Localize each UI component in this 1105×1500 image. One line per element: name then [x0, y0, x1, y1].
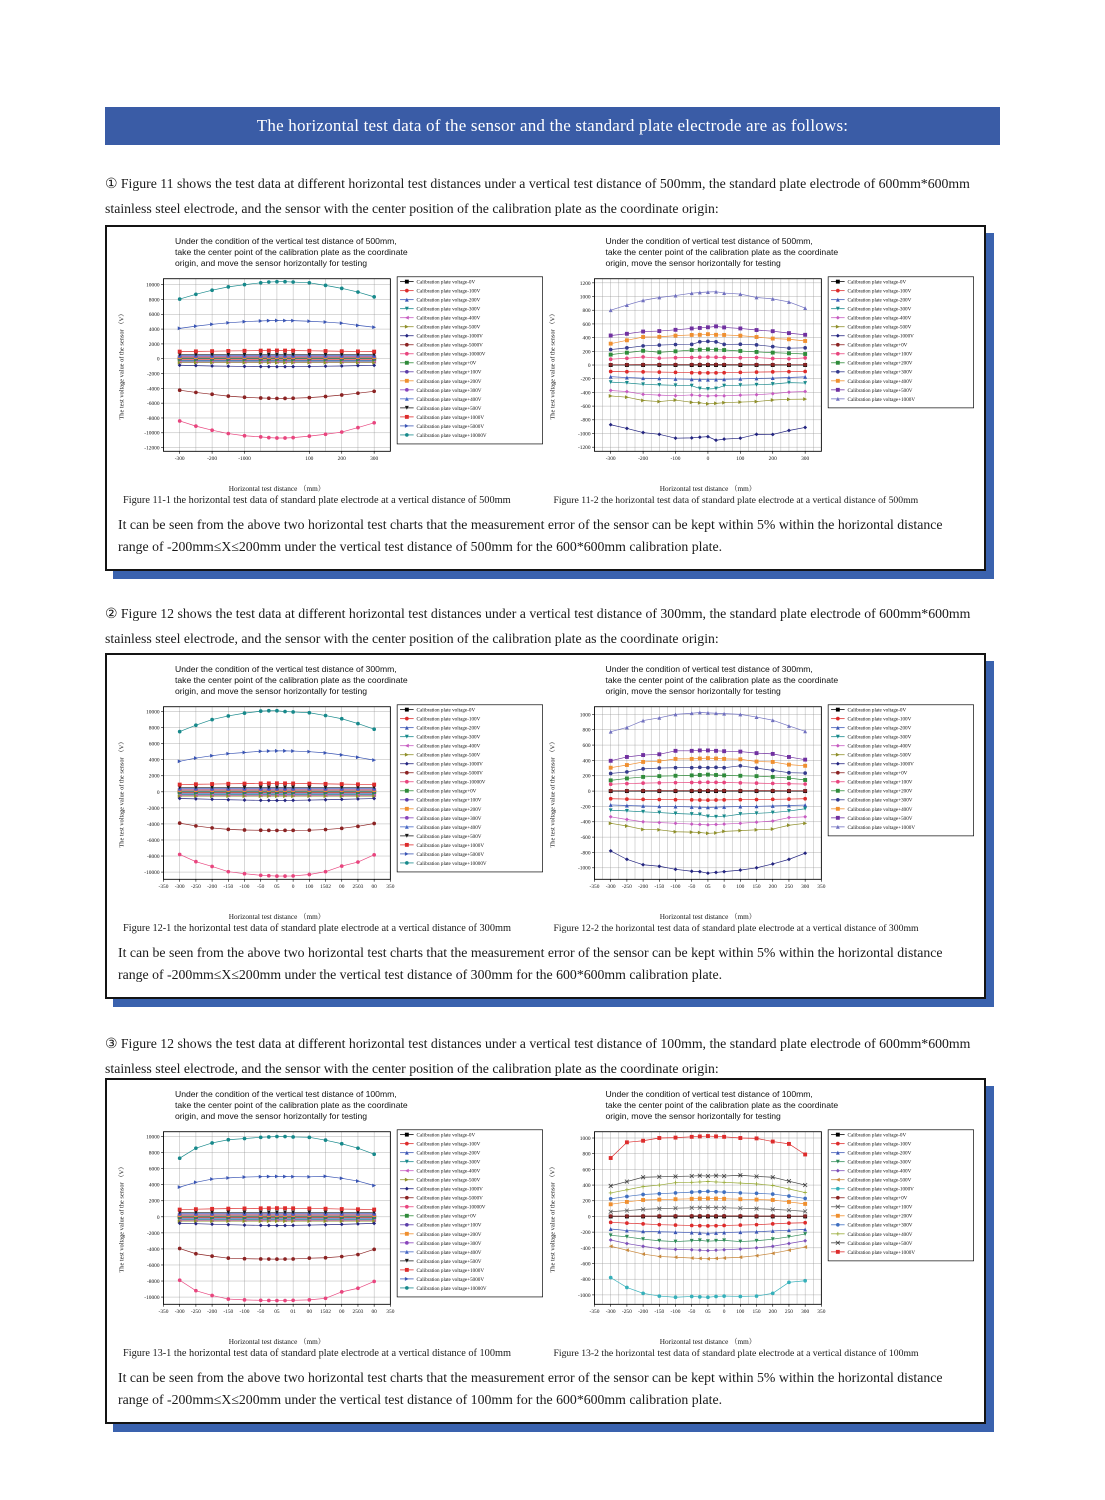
figure-13-section [105, 1078, 986, 1424]
svg-text:200: 200 [768, 883, 777, 890]
svg-text:Calibration plate voltage+200V: Calibration plate voltage+200V [416, 378, 482, 385]
svg-text:400: 400 [581, 335, 591, 342]
svg-text:200: 200 [768, 1308, 777, 1315]
svg-text:Calibration plate voltage+400V: Calibration plate voltage+400V [416, 396, 482, 403]
svg-text:Calibration plate voltage-5000: Calibration plate voltage-5000V [416, 770, 483, 777]
svg-text:0: 0 [156, 789, 160, 796]
svg-text:Calibration plate voltage+200V: Calibration plate voltage+200V [847, 1213, 912, 1220]
svg-text:Calibration plate voltage+300V: Calibration plate voltage+300V [416, 1240, 482, 1247]
svg-text:Calibration plate voltage-200V: Calibration plate voltage-200V [416, 297, 481, 304]
svg-text:8000: 8000 [148, 1150, 160, 1157]
svg-text:600: 600 [581, 1166, 591, 1173]
chart-canvas-12-2 [546, 698, 977, 921]
svg-text:Calibration plate voltage+1000: Calibration plate voltage+1000V [847, 1249, 915, 1256]
svg-text:-200: -200 [207, 1308, 218, 1315]
chart-caption-11-1: Figure 11-1 the horizontal test data of standard plate electrode at a vertical distance of 500mm [123, 494, 511, 506]
svg-text:-10000: -10000 [144, 869, 160, 876]
svg-text:Calibration plate voltage-500V: Calibration plate voltage-500V [847, 752, 911, 759]
svg-text:10000: 10000 [146, 708, 160, 715]
svg-text:400: 400 [581, 1182, 591, 1189]
svg-text:Calibration plate voltage-100V: Calibration plate voltage-100V [416, 1141, 481, 1148]
svg-text:Calibration plate voltage-100V: Calibration plate voltage-100V [847, 716, 911, 723]
chart-canvas-13-2 [546, 1123, 977, 1346]
svg-text:Calibration plate voltage-200V: Calibration plate voltage-200V [416, 725, 481, 732]
svg-text:-150: -150 [653, 1308, 664, 1315]
svg-text:300: 300 [800, 883, 809, 890]
svg-text:Calibration plate voltage+400V: Calibration plate voltage+400V [847, 378, 912, 385]
svg-text:-300: -300 [605, 455, 616, 462]
svg-text:Calibration plate voltage+1000: Calibration plate voltage+1000V [416, 414, 485, 421]
svg-text:-100: -100 [239, 883, 250, 890]
section-1-intro: ① Figure 11 shows the test data at different horizontal test distances under a vertical test distance of 500mm, the standard plate electrode of 600mm*600mm stainless steel electrode, and the sensor with the center position of the calibration plate as the coordinate origin: [105, 175, 970, 216]
svg-text:-2000: -2000 [146, 805, 160, 812]
svg-text:8000: 8000 [148, 296, 160, 303]
svg-text:Calibration plate voltage+0V: Calibration plate voltage+0V [847, 770, 907, 777]
svg-text:The test voltage value of the: The test voltage value of the sensor （V） [118, 309, 126, 420]
svg-text:-2000: -2000 [146, 1230, 160, 1237]
svg-text:Calibration plate voltage+300V: Calibration plate voltage+300V [847, 369, 912, 376]
svg-text:0: 0 [156, 356, 160, 363]
svg-text:Calibration plate voltage-5000: Calibration plate voltage-5000V [416, 1195, 483, 1202]
svg-text:05: 05 [704, 883, 711, 890]
svg-text:-200: -200 [580, 376, 591, 383]
svg-text:Calibration plate voltage+100V: Calibration plate voltage+100V [416, 1222, 482, 1229]
svg-text:Horizontal test distance （mm）: Horizontal test distance （mm） [228, 484, 326, 493]
svg-text:-50: -50 [257, 1308, 265, 1315]
svg-text:800: 800 [581, 1151, 591, 1158]
svg-text:-350: -350 [158, 883, 169, 890]
svg-text:-8000: -8000 [146, 1278, 160, 1285]
svg-text:100: 100 [305, 455, 314, 462]
svg-text:00: 00 [371, 883, 377, 890]
svg-text:-4000: -4000 [146, 1246, 160, 1253]
svg-text:Horizontal test distance （mm）: Horizontal test distance （mm） [659, 484, 756, 493]
svg-text:Calibration plate voltage+500V: Calibration plate voltage+500V [847, 387, 912, 394]
svg-text:Calibration plate voltage-300V: Calibration plate voltage-300V [416, 1159, 481, 1166]
figure-12-section [105, 653, 986, 999]
svg-text:Calibration plate voltage-500V: Calibration plate voltage-500V [847, 324, 911, 331]
svg-text:Calibration plate voltage+400V: Calibration plate voltage+400V [847, 806, 912, 813]
chart-canvas [546, 1123, 977, 1346]
svg-text:Calibration plate voltage-100V: Calibration plate voltage-100V [847, 288, 911, 295]
svg-text:Calibration plate voltage-300V: Calibration plate voltage-300V [416, 306, 481, 313]
svg-text:Calibration plate voltage-1000: Calibration plate voltage-1000V [416, 1186, 483, 1193]
svg-text:200: 200 [337, 455, 346, 462]
svg-text:-6000: -6000 [146, 400, 160, 407]
svg-text:Calibration plate voltage-0V: Calibration plate voltage-0V [416, 279, 476, 286]
svg-text:Calibration plate voltage-300V: Calibration plate voltage-300V [847, 734, 911, 741]
svg-text:1502: 1502 [320, 883, 331, 890]
svg-text:Calibration plate voltage-500V: Calibration plate voltage-500V [847, 1177, 911, 1184]
svg-text:100: 100 [305, 883, 314, 890]
svg-text:-800: -800 [580, 1276, 591, 1283]
svg-text:0: 0 [587, 1213, 591, 1220]
svg-text:Calibration plate voltage-400V: Calibration plate voltage-400V [416, 315, 481, 322]
figure-11-1 [115, 233, 546, 506]
svg-text:Calibration plate voltage-300V: Calibration plate voltage-300V [847, 1159, 911, 1166]
svg-text:-350: -350 [589, 883, 599, 890]
svg-text:05: 05 [704, 1308, 711, 1315]
svg-text:Calibration plate voltage-500V: Calibration plate voltage-500V [416, 324, 481, 331]
chart-title-12-1: Under the condition of the vertical test distance of 300mm, take the center point of the calibration plate as the coordinate origin, and move the sensor horizontally for testing [175, 664, 408, 697]
svg-text:800: 800 [581, 307, 591, 314]
svg-text:800: 800 [581, 727, 591, 734]
chart-caption-12-2: Figure 12-2 the horizontal test data of standard plate electrode at a vertical distance of 300mm [553, 922, 919, 934]
svg-text:-800: -800 [580, 849, 591, 856]
svg-text:-12000: -12000 [144, 445, 160, 452]
svg-text:Calibration plate voltage+200V: Calibration plate voltage+200V [847, 360, 912, 367]
svg-text:-200: -200 [207, 883, 218, 890]
svg-text:Calibration plate voltage-300V: Calibration plate voltage-300V [847, 306, 911, 313]
svg-text:05: 05 [274, 883, 280, 890]
svg-text:100: 100 [735, 883, 744, 890]
svg-text:-100: -100 [670, 455, 680, 462]
svg-text:The test voltage value of the: The test voltage value of the sensor （V） [549, 1162, 557, 1273]
svg-text:2503: 2503 [352, 1308, 364, 1315]
svg-text:250: 250 [784, 883, 793, 890]
svg-text:0: 0 [156, 1214, 160, 1221]
figure-12-2 [546, 661, 977, 934]
svg-text:Calibration plate voltage+400V: Calibration plate voltage+400V [416, 824, 482, 831]
svg-text:Calibration plate voltage-400V: Calibration plate voltage-400V [847, 1168, 911, 1175]
svg-text:Calibration plate voltage+1000: Calibration plate voltage+1000V [847, 824, 915, 831]
chart-canvas [115, 1123, 546, 1346]
svg-text:-6000: -6000 [146, 837, 160, 844]
svg-text:-250: -250 [190, 1308, 201, 1315]
svg-text:Calibration plate voltage+100V: Calibration plate voltage+100V [847, 779, 912, 786]
svg-text:-300: -300 [174, 883, 185, 890]
svg-text:350: 350 [816, 883, 825, 890]
section-3-intro: ③ Figure 12 shows the test data at different horizontal test distances under a vertical test distance of 100mm, the standard plate electrode of 600mm*600mm stainless steel electrode, and the sensor with the center position of the calibration plate as the coordinate origin: [105, 1035, 971, 1076]
svg-text:05: 05 [274, 1308, 280, 1315]
svg-text:1000: 1000 [579, 293, 591, 300]
svg-text:4000: 4000 [148, 326, 160, 333]
section-2-conclusion: It can be seen from the above two horizontal test charts that the measurement error of the sensor can be kept within 5% within the horizontal distance range of -200mm≤X≤200mm under the vertical test distance of 300mm for the 600*600mm calibration plate. [118, 944, 943, 983]
svg-text:350: 350 [386, 883, 395, 890]
chart-canvas [546, 698, 977, 921]
svg-text:Calibration plate voltage-1000: Calibration plate voltage-10000V [416, 1204, 486, 1211]
chart-caption-13-2: Figure 13-2 the horizontal test data of standard plate electrode at a vertical distance of 100mm [553, 1347, 919, 1359]
chart-canvas [115, 698, 546, 921]
svg-text:Calibration plate voltage+100V: Calibration plate voltage+100V [416, 369, 482, 376]
svg-text:-150: -150 [653, 883, 664, 890]
svg-text:Calibration plate voltage+300V: Calibration plate voltage+300V [847, 797, 912, 804]
svg-text:Calibration plate voltage-200V: Calibration plate voltage-200V [847, 297, 911, 304]
svg-text:-250: -250 [621, 883, 632, 890]
svg-text:Calibration plate voltage-100V: Calibration plate voltage-100V [847, 1141, 911, 1148]
svg-text:600: 600 [581, 742, 591, 749]
svg-text:Calibration plate voltage+5000: Calibration plate voltage+5000V [416, 1276, 485, 1283]
svg-text:Calibration plate voltage-100V: Calibration plate voltage-100V [416, 288, 481, 295]
svg-text:-400: -400 [580, 819, 591, 826]
svg-text:-250: -250 [621, 1308, 632, 1315]
svg-text:-200: -200 [207, 455, 218, 462]
svg-text:Calibration plate voltage+1000: Calibration plate voltage+10000V [416, 860, 487, 867]
svg-text:Calibration plate voltage+400V: Calibration plate voltage+400V [416, 1249, 482, 1256]
svg-text:-10000: -10000 [144, 1294, 160, 1301]
svg-text:6000: 6000 [148, 741, 160, 748]
svg-text:Calibration plate voltage-0V: Calibration plate voltage-0V [416, 707, 476, 714]
svg-text:Calibration plate voltage-1000: Calibration plate voltage-1000V [847, 761, 914, 768]
chart-canvas-11-2 [546, 270, 977, 493]
svg-text:250: 250 [784, 1308, 793, 1315]
figure-11-2 [546, 233, 977, 506]
svg-text:Calibration plate voltage-400V: Calibration plate voltage-400V [847, 743, 911, 750]
svg-text:00: 00 [339, 883, 345, 890]
svg-text:Calibration plate voltage-500V: Calibration plate voltage-500V [416, 1177, 481, 1184]
svg-text:Calibration plate voltage-0V: Calibration plate voltage-0V [847, 1132, 906, 1139]
svg-text:0: 0 [722, 1308, 725, 1315]
svg-text:-300: -300 [605, 883, 616, 890]
svg-text:4000: 4000 [148, 757, 160, 764]
svg-text:-150: -150 [223, 1308, 234, 1315]
svg-text:-150: -150 [223, 883, 234, 890]
svg-text:Calibration plate voltage-100V: Calibration plate voltage-100V [416, 716, 481, 723]
svg-text:-50: -50 [687, 883, 695, 890]
svg-text:300: 300 [800, 455, 809, 462]
svg-text:Calibration plate voltage-1000: Calibration plate voltage-1000V [847, 333, 914, 340]
svg-text:-50: -50 [257, 883, 265, 890]
chart-title-13-1: Under the condition of the vertical test distance of 100mm, take the center point of the calibration plate as the coordinate origin, and move the sensor horizontally for testing [175, 1089, 408, 1122]
svg-text:Calibration plate voltage-1000: Calibration plate voltage-1000V [847, 1186, 914, 1193]
chart-canvas-13-1 [115, 1123, 546, 1346]
chart-title-11-2: Under the condition of vertical test distance of 500mm, take the center point of the calibration plate as the coordinate origin, move the sensor horizontally for testing [605, 236, 839, 269]
svg-text:-600: -600 [580, 1260, 591, 1267]
svg-text:-300: -300 [174, 1308, 185, 1315]
svg-text:-600: -600 [580, 403, 591, 410]
svg-text:00: 00 [371, 1308, 377, 1315]
svg-text:600: 600 [581, 321, 591, 328]
svg-text:400: 400 [581, 757, 591, 764]
svg-text:-200: -200 [637, 1308, 648, 1315]
chart-canvas-12-1 [115, 698, 546, 921]
svg-text:Calibration plate voltage+100V: Calibration plate voltage+100V [847, 351, 912, 358]
svg-text:-200: -200 [580, 803, 591, 810]
svg-text:Calibration plate voltage+1000: Calibration plate voltage+1000V [847, 396, 915, 403]
svg-text:350: 350 [386, 1308, 395, 1315]
svg-text:Calibration plate voltage-400V: Calibration plate voltage-400V [847, 315, 911, 322]
svg-text:-1000: -1000 [238, 455, 251, 462]
page-title-banner: The horizontal test data of the sensor and the standard plate electrode are as follows: [105, 107, 1000, 145]
svg-text:Calibration plate voltage-0V: Calibration plate voltage-0V [847, 707, 906, 714]
svg-text:-1200: -1200 [577, 444, 591, 451]
svg-text:Calibration plate voltage+300V: Calibration plate voltage+300V [847, 1222, 912, 1229]
svg-text:The test voltage value of the: The test voltage value of the sensor （V） [118, 737, 126, 848]
svg-text:2000: 2000 [148, 1198, 160, 1205]
svg-text:Calibration plate voltage-200V: Calibration plate voltage-200V [847, 1150, 911, 1157]
svg-text:Calibration plate voltage+300V: Calibration plate voltage+300V [416, 387, 482, 394]
svg-text:0: 0 [587, 788, 591, 795]
chart-canvas-11-1 [115, 270, 546, 493]
svg-text:Calibration plate voltage+0V: Calibration plate voltage+0V [847, 342, 907, 349]
svg-text:0: 0 [291, 883, 295, 890]
svg-text:Calibration plate voltage+500V: Calibration plate voltage+500V [416, 405, 482, 412]
svg-text:The test voltage value of the: The test voltage value of the sensor （V） [118, 1162, 126, 1273]
svg-text:Calibration plate voltage+0V: Calibration plate voltage+0V [416, 788, 477, 795]
svg-text:1200: 1200 [579, 280, 591, 287]
svg-text:-100: -100 [670, 1308, 680, 1315]
svg-text:Horizontal test distance （mm）: Horizontal test distance （mm） [228, 1337, 326, 1346]
svg-text:Calibration plate voltage+5000: Calibration plate voltage+5000V [416, 851, 485, 858]
svg-text:0: 0 [722, 883, 725, 890]
svg-text:Calibration plate voltage-1000: Calibration plate voltage-10000V [416, 351, 486, 358]
svg-text:-350: -350 [589, 1308, 599, 1315]
svg-text:-4000: -4000 [146, 821, 160, 828]
svg-text:10000: 10000 [146, 1133, 160, 1140]
svg-text:6000: 6000 [148, 311, 160, 318]
svg-text:350: 350 [816, 1308, 825, 1315]
svg-text:Calibration plate voltage+300V: Calibration plate voltage+300V [416, 815, 482, 822]
svg-text:Calibration plate voltage+500V: Calibration plate voltage+500V [416, 833, 482, 840]
chart-canvas [115, 270, 546, 493]
svg-text:00: 00 [306, 1308, 313, 1315]
svg-text:-400: -400 [580, 1245, 591, 1252]
svg-text:-8000: -8000 [146, 853, 160, 860]
svg-text:200: 200 [581, 1198, 591, 1205]
svg-text:0: 0 [706, 455, 709, 462]
svg-text:Calibration plate voltage-0V: Calibration plate voltage-0V [416, 1132, 476, 1139]
section-3-conclusion: It can be seen from the above two horizontal test charts that the measurement error of the sensor can be kept within 5% within the horizontal distance range of -200mm≤X≤200mm under the vertical test distance of 100mm for the 600*600mm calibration plate. [118, 1369, 943, 1408]
svg-text:2000: 2000 [148, 773, 160, 780]
svg-text:100: 100 [735, 455, 744, 462]
svg-text:-1000: -1000 [577, 865, 591, 872]
figure-11-section [105, 225, 986, 571]
svg-text:Calibration plate voltage+200V: Calibration plate voltage+200V [416, 1231, 482, 1238]
svg-text:Calibration plate voltage-200V: Calibration plate voltage-200V [847, 725, 911, 732]
svg-text:2503: 2503 [352, 883, 364, 890]
svg-text:00: 00 [339, 1308, 345, 1315]
svg-text:Calibration plate voltage+400V: Calibration plate voltage+400V [847, 1231, 912, 1238]
svg-text:-6000: -6000 [146, 1262, 160, 1269]
chart-title-12-2: Under the condition of vertical test distance of 300mm, take the center point of the calibration plate as the coordinate origin, move the sensor horizontally for testing [605, 664, 839, 697]
svg-text:300: 300 [370, 455, 379, 462]
svg-text:300: 300 [800, 1308, 809, 1315]
svg-text:0: 0 [587, 362, 591, 369]
svg-text:-100: -100 [670, 883, 680, 890]
figure-13-2 [546, 1086, 977, 1359]
svg-text:-200: -200 [637, 883, 648, 890]
svg-text:-250: -250 [190, 883, 201, 890]
svg-text:100: 100 [735, 1308, 744, 1315]
chart-canvas [546, 270, 977, 493]
svg-text:-200: -200 [580, 1229, 591, 1236]
svg-text:-200: -200 [637, 455, 648, 462]
svg-text:Calibration plate voltage+1000: Calibration plate voltage+1000V [416, 1267, 485, 1274]
svg-text:Calibration plate voltage+500V: Calibration plate voltage+500V [847, 1240, 912, 1247]
svg-text:200: 200 [581, 773, 591, 780]
svg-text:Calibration plate voltage+0V: Calibration plate voltage+0V [847, 1195, 907, 1202]
svg-text:-8000: -8000 [146, 415, 160, 422]
chart-title-11-1: Under the condition of the vertical test distance of 500mm, take the center point of the calibration plate as the coordinate origin, and move the sensor horizontally for testing [175, 236, 408, 269]
svg-text:Calibration plate voltage-5000: Calibration plate voltage-5000V [416, 342, 483, 349]
section-2-intro: ② Figure 12 shows the test data at different horizontal test distances under a vertical test distance of 300mm, the standard plate electrode of 600mm*600mm stainless steel electrode, and the sensor with the center position of the calibration plate as the coordinate origin: [105, 605, 971, 646]
svg-text:-2000: -2000 [146, 370, 160, 377]
svg-text:Calibration plate voltage-1000: Calibration plate voltage-1000V [416, 333, 483, 340]
svg-text:150: 150 [751, 883, 761, 890]
svg-text:Calibration plate voltage-1000: Calibration plate voltage-10000V [416, 779, 486, 786]
svg-text:-600: -600 [580, 834, 591, 841]
svg-text:-300: -300 [605, 1308, 616, 1315]
svg-text:-800: -800 [580, 417, 591, 424]
svg-text:Calibration plate voltage+100V: Calibration plate voltage+100V [847, 1204, 912, 1211]
svg-text:-350: -350 [158, 1308, 169, 1315]
svg-text:Calibration plate voltage-0V: Calibration plate voltage-0V [847, 279, 906, 286]
svg-text:2000: 2000 [148, 341, 160, 348]
svg-text:Calibration plate voltage-200V: Calibration plate voltage-200V [416, 1150, 481, 1157]
svg-text:Calibration plate voltage+5000: Calibration plate voltage+5000V [416, 423, 485, 430]
svg-text:Calibration plate voltage+1000: Calibration plate voltage+1000V [416, 842, 485, 849]
svg-text:The test voltage value of the: The test voltage value of the sensor （V） [549, 309, 557, 420]
svg-text:Calibration plate voltage-400V: Calibration plate voltage-400V [416, 1168, 481, 1175]
svg-text:Horizontal test distance （mm）: Horizontal test distance （mm） [659, 912, 756, 921]
svg-text:-300: -300 [174, 455, 185, 462]
svg-text:Calibration plate voltage-400V: Calibration plate voltage-400V [416, 743, 481, 750]
svg-text:Calibration plate voltage+200V: Calibration plate voltage+200V [416, 806, 482, 813]
svg-text:Horizontal test distance （mm）: Horizontal test distance （mm） [659, 1337, 756, 1346]
svg-text:Calibration plate voltage-500V: Calibration plate voltage-500V [416, 752, 481, 759]
figure-12-1 [115, 661, 546, 934]
svg-text:1000: 1000 [579, 1135, 591, 1142]
chart-caption-11-2: Figure 11-2 the horizontal test data of standard plate electrode at a vertical distance of 500mm [553, 494, 919, 506]
svg-text:-1000: -1000 [577, 1292, 591, 1299]
svg-text:8000: 8000 [148, 725, 160, 732]
svg-text:Calibration plate voltage+500V: Calibration plate voltage+500V [416, 1258, 482, 1265]
svg-text:-100: -100 [239, 1308, 250, 1315]
svg-text:150: 150 [751, 1308, 761, 1315]
svg-text:4000: 4000 [148, 1182, 160, 1189]
svg-text:Calibration plate voltage+200V: Calibration plate voltage+200V [847, 788, 912, 795]
svg-text:The test voltage value of the: The test voltage value of the sensor （V） [549, 737, 557, 848]
svg-text:Calibration plate voltage+100V: Calibration plate voltage+100V [416, 797, 482, 804]
svg-text:Horizontal test distance （mm）: Horizontal test distance （mm） [228, 912, 326, 921]
svg-text:Calibration plate voltage+1000: Calibration plate voltage+10000V [416, 1285, 487, 1292]
svg-text:Calibration plate voltage-300V: Calibration plate voltage-300V [416, 734, 481, 741]
chart-title-13-2: Under the condition of vertical test distance of 100mm, take the center point of the calibration plate as the coordinate origin, move the sensor horizontally for testing [605, 1089, 839, 1122]
svg-text:200: 200 [768, 455, 777, 462]
svg-text:Calibration plate voltage+500V: Calibration plate voltage+500V [847, 815, 912, 822]
figure-13-1 [115, 1086, 546, 1359]
svg-text:01: 01 [290, 1308, 296, 1315]
svg-text:Calibration plate voltage-1000: Calibration plate voltage-1000V [416, 761, 483, 768]
svg-text:Calibration plate voltage+0V: Calibration plate voltage+0V [416, 1213, 477, 1220]
svg-text:1502: 1502 [320, 1308, 331, 1315]
chart-caption-13-1: Figure 13-1 the horizontal test data of standard plate electrode at a vertical distance of 100mm [123, 1347, 511, 1359]
svg-text:-4000: -4000 [146, 385, 160, 392]
svg-text:Calibration plate voltage+1000: Calibration plate voltage+10000V [416, 432, 487, 439]
svg-text:200: 200 [581, 348, 591, 355]
svg-text:-10000: -10000 [144, 430, 160, 437]
section-1-conclusion: It can be seen from the above two horizontal test charts that the measurement error of the sensor can be kept within 5% within the horizontal distance range of -200mm≤X≤200mm under the vertical test distance of 500mm for the 600*600mm calibration plate. [118, 516, 943, 555]
svg-text:-50: -50 [687, 1308, 695, 1315]
svg-text:-1000: -1000 [577, 430, 591, 437]
svg-text:10000: 10000 [146, 282, 160, 289]
svg-text:6000: 6000 [148, 1166, 160, 1173]
svg-text:Calibration plate voltage+0V: Calibration plate voltage+0V [416, 360, 477, 367]
svg-text:-400: -400 [580, 389, 591, 396]
chart-caption-12-1: Figure 12-1 the horizontal test data of standard plate electrode at a vertical distance of 300mm [123, 922, 511, 934]
svg-text:1000: 1000 [579, 711, 591, 718]
